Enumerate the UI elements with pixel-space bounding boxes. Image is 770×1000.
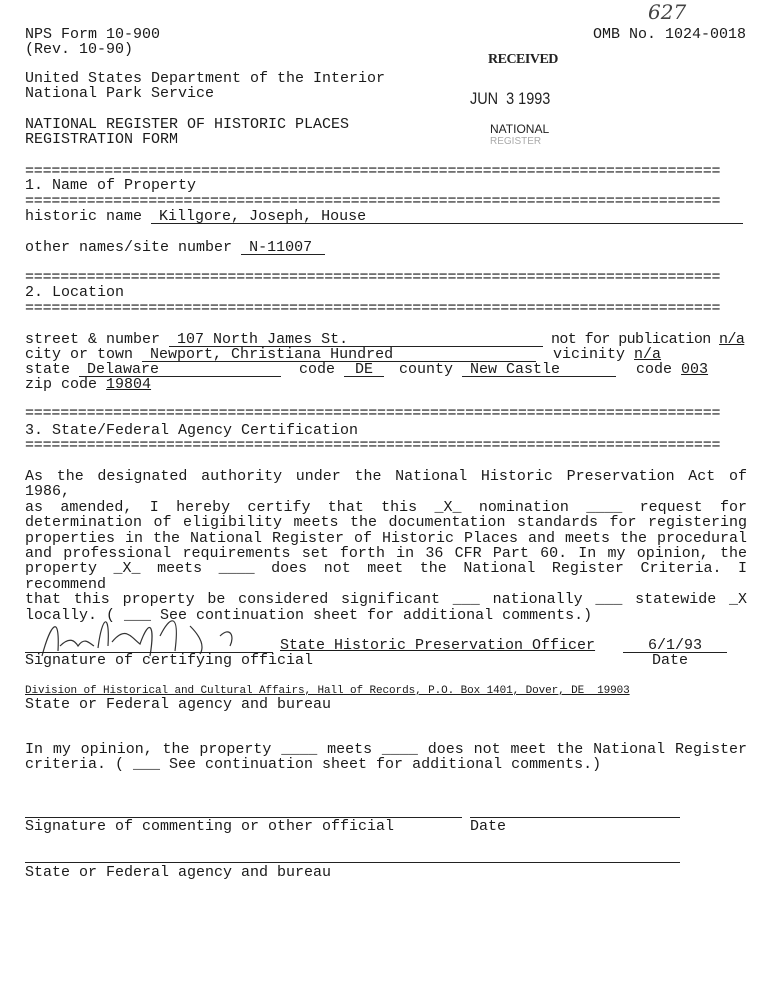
street-field[interactable]: 107 North James St. — [169, 333, 543, 347]
paragraph-line: locally. ( ___ See continuation sheet for additional comments.) — [25, 606, 593, 624]
certification-paragraph — [25, 469, 747, 623]
certifier-title — [280, 638, 595, 653]
county-label: county — [399, 361, 454, 378]
other-names-field[interactable]: N-11007 — [241, 241, 325, 255]
cert-date-text: 6/1/93 — [623, 639, 727, 653]
zip-field[interactable]: 19804 — [106, 376, 152, 393]
paragraph-line: properties in the National Register of Historic Places and meets the procedural — [25, 529, 747, 547]
separator: =============================================================================== — [25, 441, 721, 451]
department: United States Department of the Interior — [25, 70, 386, 87]
vicinity-field[interactable]: n/a — [634, 346, 662, 363]
stamp-date: JUN 3 1993 — [470, 89, 551, 108]
paragraph-line: as amended, I hereby certify that this _X_ nomination ____ request for — [25, 498, 747, 516]
stamp-register: REGISTER — [490, 136, 542, 147]
separator: =============================================================================== — [25, 304, 721, 314]
county-field[interactable]: New Castle — [462, 363, 616, 377]
agency-label-2: State or Federal agency and bureau — [25, 864, 332, 881]
not-for-publication-label: not for publication — [551, 331, 711, 348]
zip-row — [25, 377, 151, 392]
section1-heading: 1. Name of Property — [25, 177, 197, 194]
separator: =============================================================================== — [25, 197, 721, 207]
separator: =============================================================================== — [25, 409, 721, 419]
section2-heading: 2. Location — [25, 284, 125, 301]
street-row — [25, 332, 543, 347]
street-label: street & number — [25, 331, 161, 348]
form-title-line1: NATIONAL REGISTER OF HISTORIC PLACES — [25, 116, 350, 133]
paragraph-line: and professional requirements set forth in 36 CFR Part 60. In my opinion, the — [25, 545, 747, 563]
not-for-publication-row — [551, 332, 744, 347]
county-code-label: code — [636, 361, 673, 378]
certifier-title-text: State Historic Preservation Officer — [280, 637, 596, 654]
vicinity-row — [553, 347, 661, 362]
opinion-line: In my opinion, the property ____ meets ____ does not meet the National Register — [25, 741, 747, 758]
agency-label: State or Federal agency and bureau — [25, 696, 332, 713]
form-revision: (Rev. 10-90) — [25, 41, 134, 58]
state-code-field[interactable]: DE — [344, 363, 384, 377]
service: National Park Service — [25, 85, 215, 102]
state-code-row — [299, 362, 384, 377]
city-label: city or town — [25, 346, 134, 363]
historic-name-field[interactable]: Killgore, Joseph, House — [151, 210, 743, 224]
state-field[interactable]: Delaware — [79, 363, 281, 377]
state-code-label: code — [299, 361, 336, 378]
form-title-line2: REGISTRATION FORM — [25, 131, 179, 148]
city-field[interactable]: Newport, Christiana Hundred — [142, 348, 536, 362]
opinion-paragraph — [25, 742, 747, 773]
section3-heading: 3. State/Federal Agency Certification — [25, 422, 359, 439]
historic-name-row — [25, 209, 743, 224]
cert-date — [623, 638, 727, 653]
other-names-label: other names/site number — [25, 239, 233, 256]
county-code-row — [636, 362, 708, 377]
paragraph-line: As the designated authority under the National Historic Preservation Act of 1986, — [25, 468, 747, 501]
signature-label: Signature of certifying official — [25, 652, 314, 669]
agency-line — [25, 862, 680, 863]
paragraph-line: that this property be considered significant ___ nationally ___ statewide _X — [25, 591, 747, 609]
handwritten-number: 627 — [648, 0, 687, 24]
date-label: Date — [652, 652, 689, 669]
opinion-line: criteria. ( ___ See continuation sheet for additional comments.) — [25, 756, 602, 774]
vicinity-label: vicinity — [553, 346, 626, 363]
commenting-label: Signature of commenting or other official — [25, 818, 395, 835]
form-number: NPS Form 10-900 — [25, 26, 161, 43]
county-code-field[interactable]: 003 — [681, 361, 709, 378]
stamp-received: RECEIVED — [488, 52, 558, 67]
state-row — [25, 362, 281, 377]
separator: =============================================================================== — [25, 273, 721, 283]
paragraph-line: property _X_ meets ____ does not meet the National Register Criteria. I recommend — [25, 560, 747, 593]
stamp-national: NATIONAL — [490, 122, 550, 136]
other-names-row — [25, 240, 325, 255]
city-row — [25, 347, 536, 362]
zip-label: zip code — [25, 376, 98, 393]
agency-name: Division of Historical and Cultural Affairs, Hall of Records, P.O. Box 1401, Dover, DE 19903 — [25, 685, 630, 697]
not-for-publication-field[interactable]: n/a — [719, 331, 745, 348]
county-row — [399, 362, 616, 377]
separator: =============================================================================== — [25, 167, 721, 177]
paragraph-line: determination of eligibility meets the documentation standards for registering — [25, 514, 747, 532]
omb-number: OMB No. 1024-0018 — [593, 26, 747, 43]
commenting-date-label: Date — [470, 818, 507, 835]
historic-name-label: historic name — [25, 208, 143, 225]
state-label: state — [25, 361, 71, 378]
